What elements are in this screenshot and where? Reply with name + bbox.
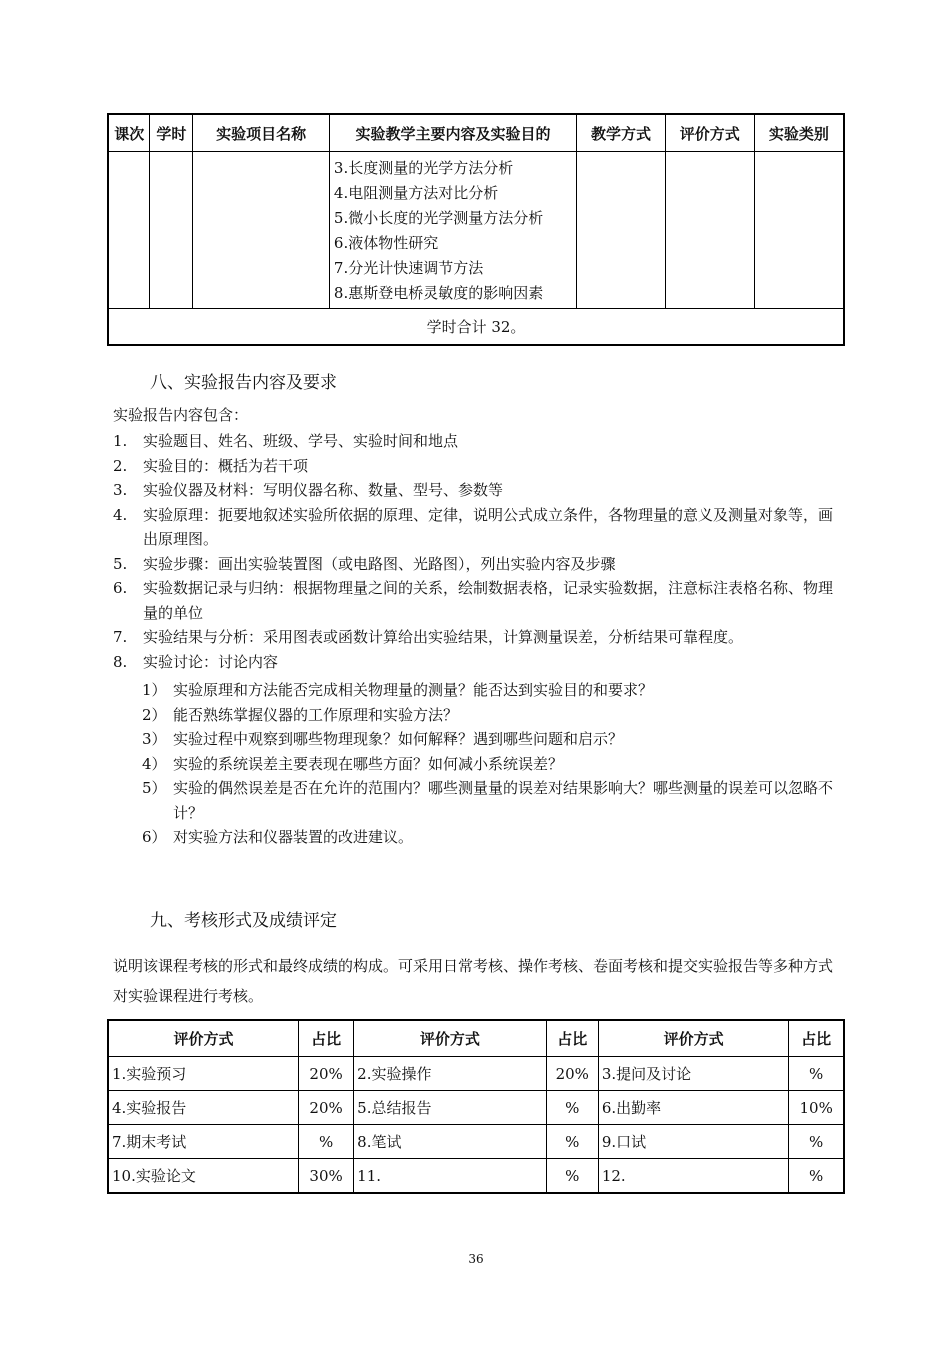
table-row	[108, 1091, 844, 1125]
method-cell: 2.实验操作	[354, 1057, 547, 1091]
method-cell: 7.期末考试	[108, 1125, 299, 1159]
method-cell: 4.实验报告	[108, 1091, 299, 1125]
cell-empty	[665, 152, 754, 309]
proportion-cell: 20%	[299, 1091, 354, 1125]
cell-empty	[150, 152, 193, 309]
assessment-table-header	[108, 1020, 844, 1057]
list-item: 8. 实验讨论：讨论内容	[113, 652, 279, 671]
header-proportion: 占比	[789, 1020, 844, 1057]
header-evaluation-method: 评价方式	[598, 1020, 789, 1057]
header-evaluation-method: 评价方式	[354, 1020, 547, 1057]
list-item: 6） 对实验方法和仪器装置的改进建议。	[142, 828, 414, 846]
cell-empty	[754, 152, 844, 309]
section8-title: 八、实验报告内容及要求	[150, 373, 337, 393]
content-line: 5.微小长度的光学测量方法分析	[333, 209, 544, 227]
experiment-table-header	[108, 114, 844, 152]
report-items-list	[113, 429, 843, 674]
cell-content	[329, 152, 576, 309]
assessment-table	[107, 1019, 845, 1194]
list-item: 3） 实验过程中观察到哪些物理现象？如何解释？遇到哪些问题和启示？	[142, 730, 624, 748]
content-line: 4.电阻测量方法对比分析	[333, 184, 499, 202]
table-row	[108, 1125, 844, 1159]
method-cell: 5.总结报告	[354, 1091, 547, 1125]
proportion-cell: %	[546, 1125, 598, 1159]
proportion-cell: 20%	[546, 1057, 598, 1091]
section8-intro: 实验报告内容包含：	[113, 406, 249, 424]
list-item: 4. 实验原理：扼要地叙述实验所依据的原理、定律，说明公式成立条件，各物理量的意义及测量对象等，画出原理图。	[113, 505, 834, 548]
section9-title: 九、考核形式及成绩评定	[150, 911, 337, 931]
method-cell: 1.实验预习	[108, 1057, 299, 1091]
list-item: 1） 实验原理和方法能否完成相关物理量的测量？能否达到实验目的和要求？	[142, 681, 654, 699]
proportion-cell: %	[789, 1057, 844, 1091]
discussion-items-list	[142, 678, 842, 850]
header-teaching-method: 教学方式	[577, 114, 666, 152]
header-hours: 学时	[150, 114, 193, 152]
header-content-purpose: 实验教学主要内容及实验目的	[329, 114, 576, 152]
experiment-table-row	[108, 152, 844, 309]
list-item: 2. 实验目的：概括为若干项	[113, 456, 309, 475]
section9-description: 说明该课程考核的形式和最终成绩的构成。可采用日常考核、操作考核、卷面考核和提交实验报告等多种方式对实验课程进行考核。	[113, 957, 834, 1005]
proportion-cell: %	[789, 1159, 844, 1194]
method-cell: 3.提问及讨论	[598, 1057, 789, 1091]
list-item: 7. 实验结果与分析：采用图表或函数计算给出实验结果，计算测量误差，分析结果可靠程度。	[113, 628, 744, 646]
list-item: 4） 实验的系统误差主要表现在哪些方面？如何减小系统误差？	[142, 754, 564, 773]
method-cell: 12.	[598, 1159, 789, 1194]
list-item: 5. 实验步骤：画出实验装置图（或电路图、光路图），列出实验内容及步骤	[113, 554, 616, 573]
header-evaluation-method: 评价方式	[665, 114, 754, 152]
experiment-table-total-row	[108, 309, 844, 346]
method-cell: 9.口试	[598, 1125, 789, 1159]
list-item: 2） 能否熟练掌握仪器的工作原理和实验方法？	[142, 705, 459, 724]
proportion-cell: %	[299, 1125, 354, 1159]
header-project-name: 实验项目名称	[193, 114, 330, 152]
page-number: 36	[468, 1252, 484, 1266]
content-line: 7.分光计快速调节方法	[333, 259, 484, 277]
header-lesson: 课次	[108, 114, 150, 152]
method-cell: 6.出勤率	[598, 1091, 789, 1125]
list-item: 3. 实验仪器及材料：写明仪器名称、数量、型号、参数等	[113, 481, 504, 499]
method-cell: 10.实验论文	[108, 1159, 299, 1194]
header-proportion: 占比	[299, 1020, 354, 1057]
cell-empty	[577, 152, 666, 309]
table-row	[108, 1057, 844, 1091]
cell-empty	[108, 152, 150, 309]
list-item: 5） 实验的偶然误差是否在允许的范围内？哪些测量量的误差对结果影响大？哪些测量的误差可以忽略不计？	[142, 779, 834, 822]
proportion-cell: %	[546, 1091, 598, 1125]
list-item: 6. 实验数据记录与归纳：根据物理量之间的关系，绘制数据表格，记录实验数据，注意标注表格名称、物理量的单位	[113, 579, 834, 622]
header-proportion: 占比	[546, 1020, 598, 1057]
experiment-table	[107, 113, 845, 346]
method-cell: 11.	[354, 1159, 547, 1194]
proportion-cell: 30%	[299, 1159, 354, 1194]
proportion-cell: 20%	[299, 1057, 354, 1091]
content-line: 3.长度测量的光学方法分析	[333, 159, 514, 177]
content-line: 8.惠斯登电桥灵敏度的影响因素	[333, 284, 544, 302]
header-evaluation-method: 评价方式	[108, 1020, 299, 1057]
list-item: 1. 实验题目、姓名、班级、学号、实验时间和地点	[113, 432, 459, 450]
proportion-cell: %	[546, 1159, 598, 1194]
total-hours: 学时合计 32。	[108, 309, 844, 346]
proportion-cell: 10%	[789, 1091, 844, 1125]
proportion-cell: %	[789, 1125, 844, 1159]
header-experiment-type: 实验类别	[754, 114, 844, 152]
method-cell: 8.笔试	[354, 1125, 547, 1159]
content-line: 6.液体物性研究	[333, 234, 439, 252]
cell-empty	[193, 152, 330, 309]
table-row	[108, 1159, 844, 1194]
